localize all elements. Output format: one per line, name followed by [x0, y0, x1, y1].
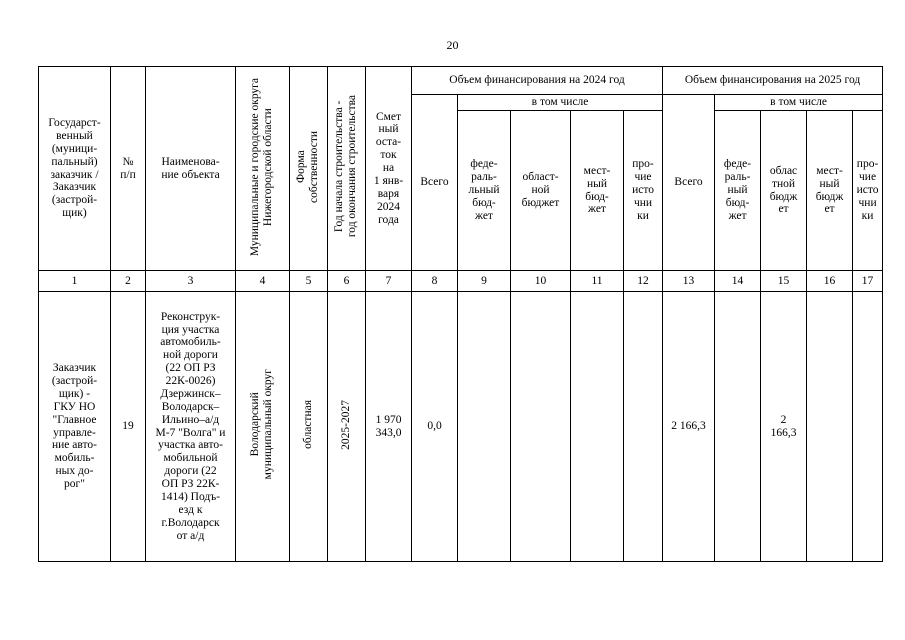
row-ownership: областная: [290, 292, 328, 562]
header-fin-2024: Объем финансирования на 2024 год: [412, 67, 663, 95]
row-district: [236, 292, 290, 562]
header-no: № п/п: [111, 67, 146, 271]
row-regional-2024: [511, 292, 571, 562]
row-regional-2025: 2 166,3: [761, 292, 807, 562]
header-local-2025: мест- ный бюдж ет: [807, 111, 853, 271]
header-estimate-balance: Смет ный оста- ток на 1 янв- варя 2024 года: [366, 67, 412, 271]
row-district-text: Володарский муниципальный округ: [249, 369, 275, 480]
header-fin-2025: Объем финансирования на 2025 год: [663, 67, 883, 95]
column-number: 4: [236, 271, 290, 292]
column-number: 5: [290, 271, 328, 292]
row-local-2025: [807, 292, 853, 562]
column-number: 17: [853, 271, 883, 292]
column-number: 1: [39, 271, 111, 292]
header-other-2024: про- чие исто чни ки: [624, 111, 663, 271]
row-customer: Заказчик (застрой- щик) - ГКУ НО "Главное управле- ние авто- мобиль- ных до- рог": [39, 292, 111, 562]
table-row: [39, 292, 883, 562]
header-other-2025: про- чие исто чни ки: [853, 111, 883, 271]
header-ownership-text: Форма собственности: [295, 130, 321, 203]
column-number: 3: [146, 271, 236, 292]
header-including-2024: в том числе: [458, 95, 663, 111]
row-total-2025: 2 166,3: [663, 292, 715, 562]
header-federal-2025: феде- раль- ный бюд- жет: [715, 111, 761, 271]
header-regional-2025: облас тной бюдж ет: [761, 111, 807, 271]
column-number: 9: [458, 271, 511, 292]
header-ownership: [290, 67, 328, 271]
column-number: 10: [511, 271, 571, 292]
header-federal-2024: феде- раль- льный бюд- жет: [458, 111, 511, 271]
financing-table: [38, 66, 883, 562]
column-number: 8: [412, 271, 458, 292]
page-number: 20: [446, 38, 459, 52]
header-years: [328, 67, 366, 271]
header-including-2025: в том числе: [715, 95, 883, 111]
header-customer: Государст- венный (муници- пальный) заказчик / Заказчик (застрой- щик): [39, 67, 111, 271]
row-other-2025: [853, 292, 883, 562]
header-total-2025: Всего: [663, 95, 715, 271]
column-number: 13: [663, 271, 715, 292]
column-number: 16: [807, 271, 853, 292]
header-row-1: [39, 67, 883, 95]
column-number: 7: [366, 271, 412, 292]
row-years: 2025-2027: [328, 292, 366, 562]
row-object-name: Реконструк- ция участка автомобиль- ной дороги (22 ОП РЗ 22К-0026) Дзержинск– Володарск– Ильино–а/д М-7 "Волга" и участка авто- мобильной дороги (22 ОП РЗ 22К- 1414) Подъ- езд к г.Володарск от а/д: [146, 292, 236, 562]
row-other-2024: [624, 292, 663, 562]
column-number: 6: [328, 271, 366, 292]
column-number: 12: [624, 271, 663, 292]
row-total-2024: 0,0: [412, 292, 458, 562]
header-local-2024: мест- ный бюд- жет: [571, 111, 624, 271]
column-number: 15: [761, 271, 807, 292]
header-regional-2024: област- ной бюджет: [511, 111, 571, 271]
column-number: 2: [111, 271, 146, 292]
row-local-2024: [571, 292, 624, 562]
header-district: [236, 67, 290, 271]
row-federal-2025: [715, 292, 761, 562]
header-object-name: Наименова- ние объекта: [146, 67, 236, 271]
column-number-row: [39, 271, 883, 292]
header-years-text: Год начала строительства - год окончания строительства: [333, 95, 359, 238]
row-estimate-balance: 1 970 343,0: [366, 292, 412, 562]
header-district-text: Муниципальные и городские округа Нижегородской области: [249, 77, 275, 256]
header-total-2024: Всего: [412, 95, 458, 271]
column-number: 14: [715, 271, 761, 292]
row-no: 19: [111, 292, 146, 562]
column-number: 11: [571, 271, 624, 292]
row-federal-2024: [458, 292, 511, 562]
